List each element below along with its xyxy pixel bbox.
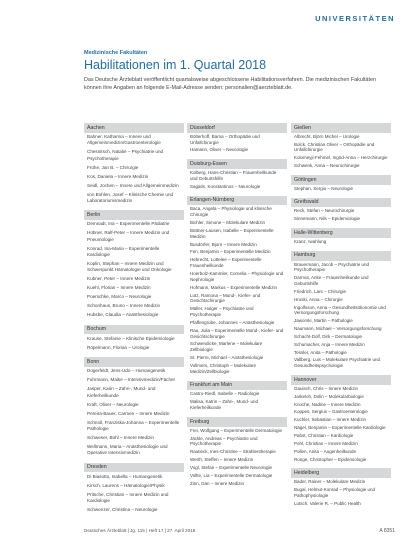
habilitation-entry: Di Biasotto, Isabella – Humangenetik <box>87 473 163 479</box>
habilitation-entry: Hruski, Anna – Chirurgie <box>294 296 343 302</box>
habilitation-entry: Werth, Steffen – Innere Medizin <box>190 457 254 463</box>
column-3 <box>291 123 391 508</box>
page-number: A 8351 <box>379 528 395 534</box>
column-2 <box>187 123 287 488</box>
habilitation-entry: Röpelmann, Florian – Urologie <box>87 344 150 350</box>
habilitation-entry: Pollen, Anita – Augenheilkunde <box>294 448 357 454</box>
habilitation-entry: Seidl, Jochen – Innere und Allgemeinmedizin <box>87 182 179 188</box>
habilitation-entry: Müller, Holger – Psychiatrie und Psychotherapie <box>190 306 254 318</box>
habilitation-entry: Schonhaus, Bruno – Innere Medizin <box>87 302 161 308</box>
habilitation-entry: Schumacher, Anja – Innere Medizin <box>294 341 365 347</box>
habilitation-entry: Tessler, Anita – Pathologie <box>294 349 347 355</box>
habilitation-entry: Rautieck, Ines-Christine – Strahlentherapie <box>190 449 276 455</box>
university-heading: Duisburg-Essen <box>187 159 287 169</box>
habilitation-entry: Schacht-Dolf, Dirk – Dermatologie <box>294 333 363 339</box>
habilitation-entry: Brauermann, Jacob – Psychiatrie und Psychotherapie <box>294 261 370 273</box>
habilitation-entry: Gauisch, Chris – Innere Medizin <box>294 385 359 391</box>
university-heading: Halle-Wittenberg <box>291 228 391 238</box>
habilitation-entry: Demnadt, Ina – Experimentelle Pädiatrie <box>87 221 170 227</box>
habilitation-entry: Reck, Stefan – Neurochirurgie <box>294 208 355 214</box>
habilitation-entry: Frei, Wolfgang – Experimentelle Dermatologie <box>190 427 282 433</box>
habilitation-entry: Lutz, Ramona – Mund-, Kiefer- und Gesichtschirurgie <box>190 292 261 304</box>
habilitation-entry: Pohl, Christian – Innere Medizin <box>294 440 358 446</box>
habilitation-entry: Ingolfsson, Anna – Gesundheitsökonomie und Versorgungsforschung <box>294 304 386 316</box>
habilitation-entry: Koppes, Sergius – Gastroenterologie <box>294 409 368 415</box>
habilitation-entry: Lutsch, Valerie R. – Public Health <box>294 500 361 506</box>
university-heading: Düsseldorf <box>187 123 287 133</box>
habilitation-entry: Bolck, Christian Oliver – Orthopädie und Unfallchirurgie <box>294 141 375 153</box>
habilitation-entry: Kirsch, Laurens – Hämatologie/Physik <box>87 482 165 488</box>
habilitation-entry: Fen, Benjamin – Experimentelle Medizin <box>190 249 271 255</box>
habilitation-entry: Kolberg, Hans-Christian – Frauenheilkunde und Geburtshilfe <box>190 170 277 181</box>
habilitation-entry: Bugal, Helmut-Konrad – Physiologie und Pathophysiologie <box>294 487 376 498</box>
habilitation-entry: Schnoll, Franziska-Johanna – Experimentelle Pathologie <box>87 419 180 431</box>
habilitation-entry: Kraft, Oliver – Neurologie <box>87 401 139 407</box>
university-heading: Hannover <box>291 375 391 385</box>
habilitation-entry: Hübner, Ralf-Peter – Innere Medizin und Pneumologie <box>87 230 170 242</box>
habilitation-entry: Jaworski, Martin – Pathologie <box>294 318 353 324</box>
university-heading: Freiburg <box>187 417 287 427</box>
university-heading: Heidelberg <box>291 468 391 478</box>
habilitation-entry: Stephan, Sergio – Neurologie <box>294 185 354 191</box>
habilitation-entry: Jasper, Karin – Zahn-, Mund- und Kieferheilkunde <box>87 386 156 398</box>
habilitation-entry: Friedrich, Lars – Chirurgie <box>294 288 347 294</box>
university-heading: Greifswald <box>291 198 391 208</box>
university-heading: Gießen <box>291 123 391 133</box>
habilitation-entry: Koplin, Stephan – Innere Medizin und Schwerpunkt Hämatologie und Onkologie <box>87 260 172 273</box>
habilitation-entry: Bahner, Katharina – Innere und Allgemeinmedizin/Gastroenterologie <box>87 134 161 146</box>
habilitation-entry: Naumann, Michael – Versorgungsforschung <box>294 326 382 332</box>
habilitation-entry: Malisa, Katrin – Zahn-, Mund- und Kieferheilkunde <box>190 399 259 411</box>
habilitation-entry: Sinnemann, Nils – Epidemiologie <box>294 216 361 222</box>
habilitation-entry: Kubner, Peter – Innere Medizin <box>87 276 151 282</box>
habilitation-entry: Wellmann, Maria – Anästhesiologie und Operative Intensivmedizin <box>87 443 168 455</box>
habilitation-entry: Vollmers, Christoph – Molekulare Medizin/Zellbiologie <box>190 362 257 374</box>
brand-label: UNIVERSITÄTEN <box>315 14 395 23</box>
habilitation-entry: Pereira-Bauer, Carmen – Innere Medizin <box>87 410 170 416</box>
university-heading: Hamburg <box>291 251 391 261</box>
habilitation-entry: Dogerfeldt, Jens-Udo – Humangenetik <box>87 368 166 374</box>
habilitation-entry: Schwenk, Anna – Neurochirurgie <box>294 163 360 169</box>
habilitation-entry: Castro-Riedl, Isabelle – Radiologie <box>190 391 260 397</box>
article-header <box>84 50 384 92</box>
habilitation-entry: Fuhrmann, Maike – Intensivmedizin/Fächer <box>87 377 176 383</box>
university-heading: Berlin <box>84 210 184 220</box>
habilitation-entry: Poerschke, Marco – Neurologie <box>87 293 152 299</box>
habilitation-entry: Kolomeyji-Fehmel, Ingrid-Anna – Herzchirurgie <box>294 155 388 161</box>
habilitation-entry: Zinn, Dan – Innere Medizin <box>190 480 245 486</box>
university-heading: Erlangen-Nürnberg <box>187 196 287 206</box>
habilitation-entry: Jarkeloh, Dolin – Molekularbiologie <box>294 393 364 399</box>
university-heading: Göttingen <box>291 175 391 185</box>
habilitation-entry: Kuehl, Florian – Innere Medizin <box>87 285 151 290</box>
habilitation-entry: Vogl, Stefan – Experimentelle Neurologie <box>190 464 273 470</box>
column-1 <box>84 123 184 514</box>
habilitation-entry: Ronge, Christopher – Epidemiologie <box>294 456 367 462</box>
habilitation-entry: Pabst, Christian – Kardiologie <box>294 433 354 438</box>
habilitation-entry: Albrecht, Björn Michel – Urologie <box>294 133 360 139</box>
university-heading: Bochum <box>84 325 184 335</box>
habilitation-entry: Jäckle, Andreas – Psychiatrie und Psychotherapie <box>190 435 258 447</box>
university-heading: Frankfurt am Main <box>187 381 287 391</box>
habilitation-entry: Hoerbolz-Kammler, Cornelia – Physiologie und Nephrologie <box>190 271 284 282</box>
habilitation-entry: Büttner-Lausen, Isabelle – Experimentelle Medizin <box>190 227 274 239</box>
habilitation-entry: Sagatis, Konstantinos – Neurologie <box>190 183 261 189</box>
university-heading: Dresden <box>84 463 184 473</box>
section-label: Medizinische Fakultäten <box>84 50 148 56</box>
habilitation-entry: Hubsbe, Claudia – Anästhesiologie <box>87 311 159 317</box>
intro-text: Das Deutsche Ärzteblatt veröffentlicht quartalsweise abgeschlossene Habilitationsverfahren. Die medizinischen Fakultäten können ihre Angaben an folgende E-Mail-Adresse senden: personalien@aerzteblatt.de. <box>84 77 377 92</box>
habilitation-entry: Kuchler, Sebastian – Innere Medizin <box>294 417 367 423</box>
university-heading: Bonn <box>84 357 184 367</box>
habilitation-entry: Schwenzer, Christina – Neurologie <box>87 506 158 512</box>
habilitation-entry: Konrad, Ina-Maria – Experimentelle Kardiologie <box>87 245 160 257</box>
habilitation-entry: Knoche, Nadine – Innere Medizin <box>294 401 361 407</box>
habilitation-columns <box>84 123 395 523</box>
habilitation-entry: Schweser, Bühl – Innere Medizin <box>87 434 154 440</box>
habilitation-entry: Kranz, Iwahlung <box>294 238 327 244</box>
habilitation-entry: Nägel, Benjamin – Experimentelle Kardiologie <box>294 425 386 431</box>
habilitation-entry: Bölterhoff, Barna – Orthopädie und Unfallchirurgie <box>190 133 260 145</box>
habilitation-entry: Chesnitsch, Natalie – Psychiatrie und Psychotherapie <box>87 149 164 161</box>
habilitation-entry: Hamann, Oliver – Neurologie <box>190 147 249 153</box>
habilitation-entry: Vallberg, Luis – Molekulare Psychiatrie und Gesundheitspsychologie <box>294 357 380 369</box>
page-title: Habilitationen im 1. Quartal 2018 <box>84 58 267 72</box>
university-heading: Aachen <box>84 123 184 133</box>
habilitation-entry: Frühe, Jan B. – Chirurgie <box>87 164 139 170</box>
habilitation-entry: Kos, Daniela – Innere Medizin <box>87 173 149 179</box>
habilitation-entry: von Bohlen, Josef – Klinische Chemie und Laboratoriumsmedizin <box>87 191 174 203</box>
habilitation-entry: Hofmann, Markus – Experimentelle Medizin <box>190 284 278 290</box>
habilitation-entry: Krause, Stefanie – Klinische Epidemiologie <box>87 335 175 341</box>
habilitation-entry: Vollte, Lia – Experimentelle Dermatologie <box>190 472 273 478</box>
habilitation-entry: Pritsche, Christian – Innere Medizin und Kardiologie <box>87 491 169 503</box>
habilitation-entry: Rau, Julia – Experimentelle Mund-, Kiefer- und Gesichtschirurgie <box>190 327 284 339</box>
journal-citation: Deutsches Ärzteblatt | Jg. 115 | Heft 17 | 27. April 2018 <box>84 528 196 533</box>
habilitation-entry: Busdörfer, Bjorn – Innere Medizin <box>190 241 257 247</box>
habilitation-entry: Bader, Rainer – Molekulare Medizin <box>294 479 366 485</box>
habilitation-entry: St. Pierre, Michael – Anästhesiologie <box>190 355 264 361</box>
habilitation-entry: Schwendicke, Marlene – Molekulare Zellbiologie <box>190 341 263 353</box>
habilitation-entry: Bichler, Simone – Molekulare Medizin <box>190 220 266 226</box>
habilitation-entry: Darmut, Anke – Frauenheilkunde und Geburtshilfe <box>294 275 369 287</box>
habilitation-entry: Hebrecht, Lottelee – Experimentelle Frauenheilkunde <box>190 257 262 269</box>
habilitation-entry: Baca, Angela – Physiologie und klinische Chirurgie <box>190 206 272 218</box>
habilitation-entry: Pfaffengrube, Johannes – Anästhesiologie <box>190 319 275 325</box>
